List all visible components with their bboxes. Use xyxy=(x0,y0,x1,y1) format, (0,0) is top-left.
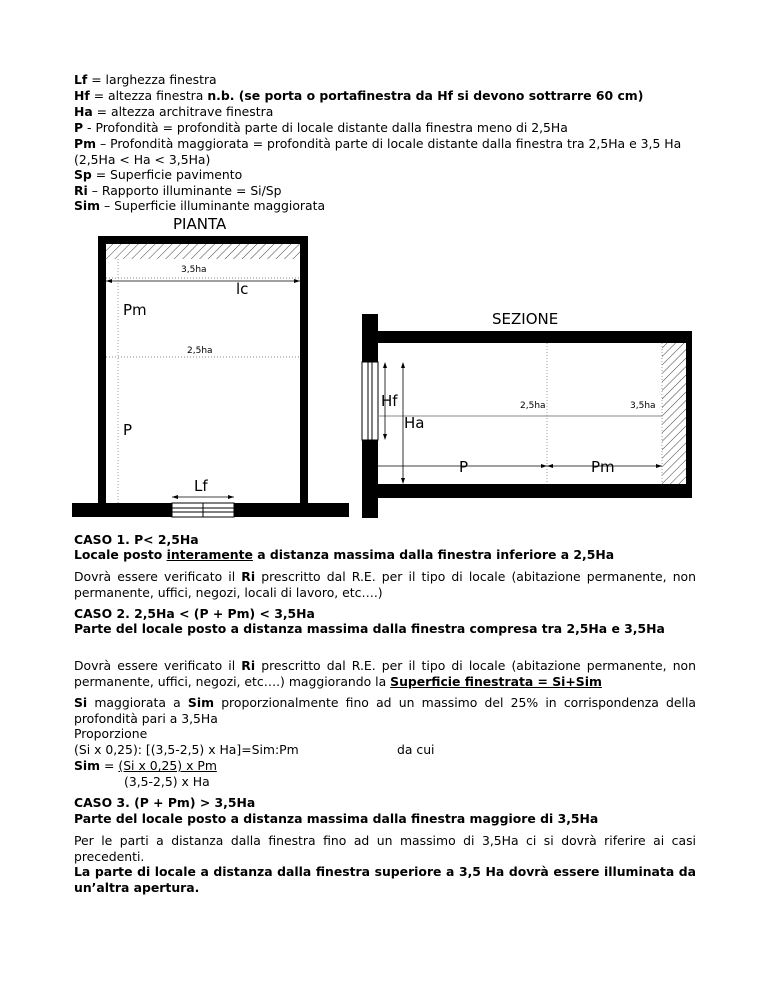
pianta-label-p: P xyxy=(123,421,133,439)
pianta-floor-right xyxy=(234,503,349,517)
caso3-title: CASO 3. (P + Pm) > 3,5Ha xyxy=(74,795,256,810)
sezione-label-25ha: 2,5ha xyxy=(520,401,546,411)
caso2-paragraph-2: Si maggiorata a Sim proporzionalmente fino ad un massimo del 25% in corrispondenza della profondità pari a 3,5Ha xyxy=(74,695,696,726)
sezione-title: SEZIONE xyxy=(492,310,559,328)
legend-line-pm: Pm – Profondità maggiorata = profondità parte di locale distante dalla finestra tra 2,5Ha e 3,5 Ha (2,5Ha < Ha < 3,5Ha) xyxy=(74,136,682,167)
caso2-title: CASO 2. 2,5Ha < (P + Pm) < 3,5Ha xyxy=(74,606,315,621)
caso3-paragraph-2: La parte di locale a distanza dalla finestra superiore a 3,5 Ha dovrà essere illuminata da un’altra apertura. xyxy=(74,864,696,895)
caso2-paragraph-1: Dovrà essere verificato il Ri prescritto dal R.E. per il tipo di locale (abitazione permanente, non permanente, uffici, negozi, etc….) maggiorando la Superficie finestrata = Si+Sim xyxy=(74,658,696,689)
sezione-section xyxy=(362,310,692,518)
caso2-sim-denominator: (3,5-2,5) x Ha xyxy=(124,774,210,789)
pianta-plan xyxy=(72,215,349,517)
legend-line-lf: Lf = larghezza finestra xyxy=(74,72,217,87)
sezione-wall-lower xyxy=(362,440,378,518)
caso2-proporzione: Proporzione xyxy=(74,726,148,741)
caso2-da-cui: da cui xyxy=(397,742,435,757)
pianta-title: PIANTA xyxy=(173,215,227,233)
pianta-hatch-zone xyxy=(106,244,300,259)
pianta-label-lc: lc xyxy=(236,280,249,298)
caso1-subtitle: Locale posto interamente a distanza massima dalla finestra inferiore a 2,5Ha xyxy=(74,547,615,562)
pianta-label-lf: Lf xyxy=(194,477,208,495)
caso1-paragraph: Dovrà essere verificato il Ri prescritto dal R.E. per il tipo di locale (abitazione permanente, non permanente, uffici, negozi, locali di lavoro, etc….) xyxy=(74,569,696,600)
sezione-wall-upper xyxy=(362,314,378,362)
caso1-title: CASO 1. P< 2,5Ha xyxy=(74,532,199,547)
sezione-window xyxy=(362,362,378,440)
sezione-hatch-zone xyxy=(662,343,686,484)
legend-line-ri: Ri – Rapporto illuminante = Si/Sp xyxy=(74,183,282,198)
caso3-subtitle: Parte del locale posto a distanza massima dalla finestra maggiore di 3,5Ha xyxy=(74,811,599,826)
legend-line-p: P - Profondità = profondità parte di locale distante dalla finestra meno di 2,5Ha xyxy=(74,120,568,135)
sezione-label-p: P xyxy=(459,458,469,476)
pianta-label-pm: Pm xyxy=(123,301,147,319)
legend-line-hf: Hf = altezza finestra n.b. (se porta o portafinestra da Hf si devono sottrarre 60 cm) xyxy=(74,88,644,103)
legend-line-ha: Ha = altezza architrave finestra xyxy=(74,104,274,119)
caso2-subtitle: Parte del locale posto a distanza massima dalla finestra compresa tra 2,5Ha e 3,5Ha xyxy=(74,621,665,636)
pianta-floor-left xyxy=(72,503,172,517)
legend-line-sim: Sim – Superficie illuminante maggiorata xyxy=(74,198,326,213)
pianta-label-35ha: 3,5ha xyxy=(181,265,207,275)
caso2-sim-equation: Sim = (Si x 0,25) x Pm xyxy=(74,758,217,773)
pianta-wall-right xyxy=(300,236,308,506)
sezione-label-ha: Ha xyxy=(404,414,425,432)
pianta-wall-top xyxy=(98,236,308,244)
sezione-label-hf: Hf xyxy=(381,392,398,410)
sezione-label-pm: Pm xyxy=(591,458,615,476)
caso3-paragraph-1: Per le parti a distanza dalla finestra fino ad un massimo di 3,5Ha ci si dovrà riferire ai casi precedenti. xyxy=(74,833,696,864)
legend-line-sp: Sp = Superficie pavimento xyxy=(74,167,243,182)
sezione-label-35ha: 3,5ha xyxy=(630,401,656,411)
sezione-ceiling xyxy=(378,331,692,343)
pianta-label-25ha: 2,5ha xyxy=(187,346,213,356)
pianta-wall-left xyxy=(98,236,106,506)
sezione-wall-right xyxy=(686,331,692,498)
sezione-floor xyxy=(378,484,692,498)
caso2-formula: (Si x 0,25): [(3,5-2,5) x Ha]=Sim:Pm xyxy=(74,742,299,757)
